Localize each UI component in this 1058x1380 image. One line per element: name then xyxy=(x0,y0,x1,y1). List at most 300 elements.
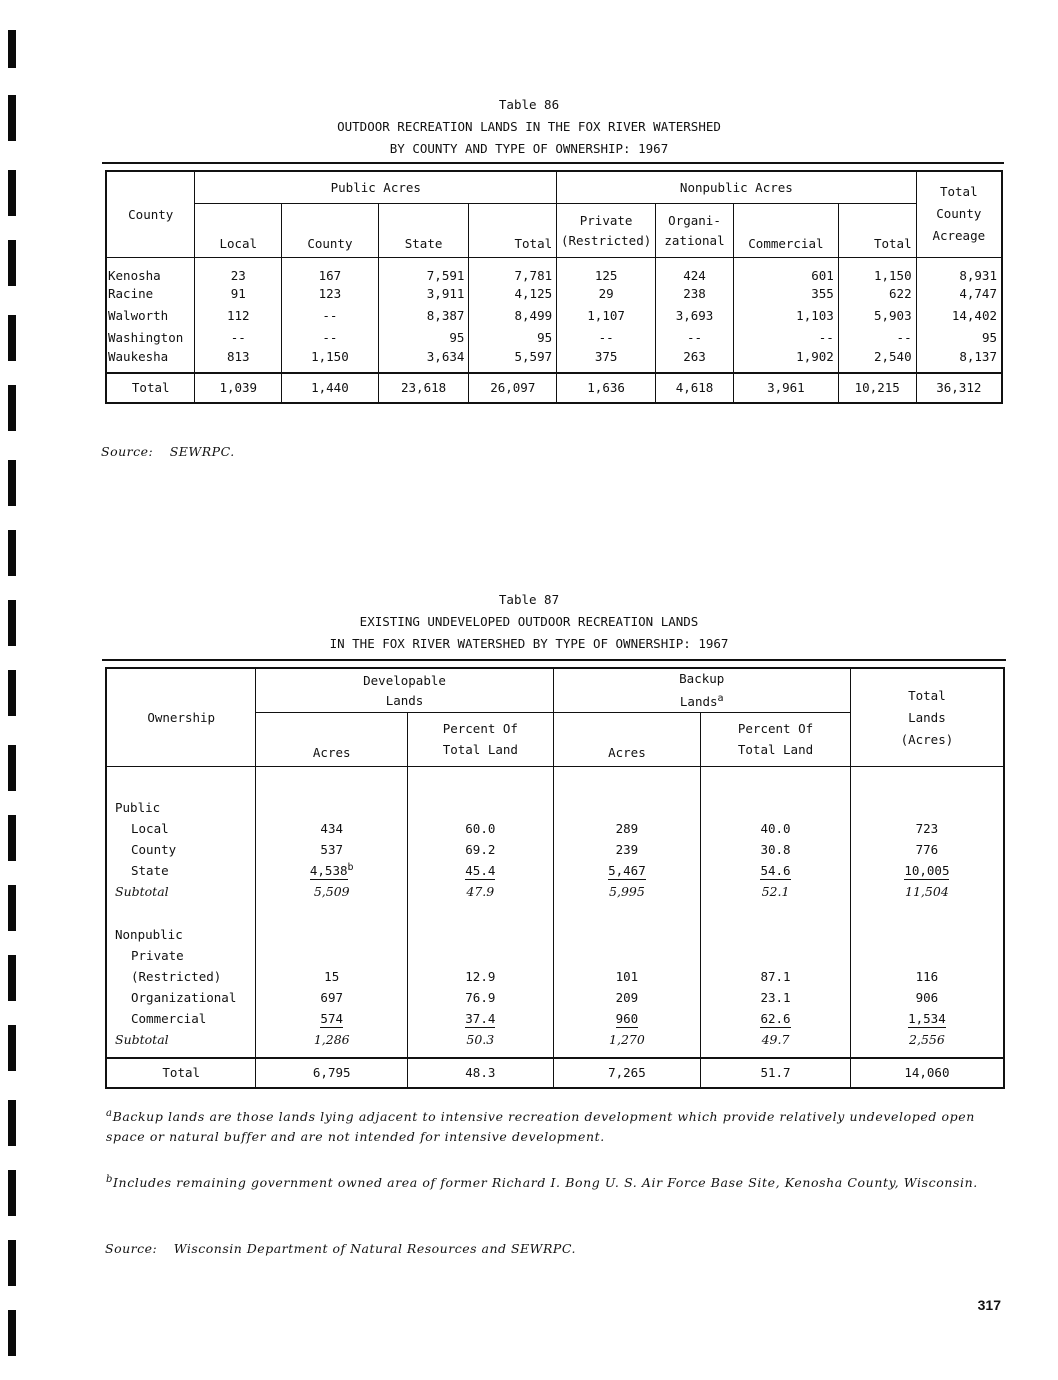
t86-row-label: Racine xyxy=(106,283,195,305)
t86-total-cell: 4,618 xyxy=(656,373,734,403)
t87-row-label xyxy=(106,860,256,881)
t87-spacer-row xyxy=(106,902,1004,924)
t86-total-cell: 10,215 xyxy=(838,373,916,403)
t87-cell-value: 50.3 xyxy=(466,1031,495,1047)
t87-spacer-cell xyxy=(256,1050,408,1058)
t87-empty-cell xyxy=(553,797,701,818)
t86-cell: 3,911 xyxy=(378,283,469,305)
t87-header-ownership: Ownership xyxy=(106,668,256,767)
t87-cell-value: 54.6 xyxy=(760,862,791,878)
t87-header-total-lands xyxy=(850,668,1004,767)
t86-row-label: Waukesha xyxy=(106,349,195,373)
t87-cell-value: 697 xyxy=(320,989,343,1005)
table87-source xyxy=(105,1241,576,1256)
t87-state-note: b xyxy=(347,862,354,874)
t87-empty-cell xyxy=(256,797,408,818)
t86-body xyxy=(106,257,1002,403)
t87-empty-cell xyxy=(408,797,554,818)
t86-cell: 263 xyxy=(656,349,734,373)
t87-header-developable xyxy=(256,668,553,713)
t87-cell-value: 4,538 xyxy=(309,863,348,879)
t87-cell xyxy=(553,881,701,902)
t86-cell: 2,540 xyxy=(838,349,916,373)
binding-mark xyxy=(8,670,16,716)
binding-mark xyxy=(8,385,16,431)
t87-row-label-text: Subtotal xyxy=(115,883,169,899)
t87-cell xyxy=(408,966,554,987)
t87-cell-value: 52.1 xyxy=(761,883,790,899)
t86-cell: -- xyxy=(195,327,282,349)
t86-cell: 8,931 xyxy=(916,257,1002,283)
t86-cell: 8,499 xyxy=(469,305,557,327)
t86-cell: 8,137 xyxy=(916,349,1002,373)
t86-header-total-public: Total xyxy=(469,203,557,257)
footnote-b-text: Includes remaining government owned area of former Richard I. Bong U. S. Air Force Base Site, Kenosha County, Wisconsin. xyxy=(113,1175,978,1191)
t87-cell-value: 62.6 xyxy=(760,1010,791,1026)
t87-header-dev-pct-1: Percent Of xyxy=(442,721,518,737)
t86-row-label: Kenosha xyxy=(106,257,195,283)
t87-cell-value: 209 xyxy=(615,989,639,1005)
t87-cell xyxy=(850,839,1004,860)
t87-header-bk-pct-2: Total Land xyxy=(737,742,814,758)
table86-title-line1: OUTDOOR RECREATION LANDS IN THE FOX RIVER WATERSHED xyxy=(337,119,721,134)
t87-cell-value: 5,509 xyxy=(313,883,350,899)
t87-public-label: Public xyxy=(106,797,256,818)
t86-header-local: Local xyxy=(195,203,282,257)
page-number: 317 xyxy=(977,1297,1001,1313)
table-row xyxy=(106,1008,1004,1029)
t87-cell xyxy=(408,881,554,902)
t86-header-tca-1: Total xyxy=(939,184,978,200)
t87-cell xyxy=(408,1029,554,1050)
t87-row-label-text: Local xyxy=(131,820,169,836)
t87-cell-value: 434 xyxy=(320,820,343,836)
t87-cell xyxy=(408,1008,554,1029)
t87-header-dev-acres: Acres xyxy=(256,713,408,767)
t86-header-county: County xyxy=(106,171,195,257)
t87-cell xyxy=(408,860,554,881)
binding-mark xyxy=(8,1170,16,1216)
binding-mark xyxy=(8,1100,16,1146)
t87-header-bk-pct-1: Percent Of xyxy=(737,721,814,737)
t86-header-private-1: Private xyxy=(579,212,633,228)
t87-empty-cell xyxy=(850,797,1004,818)
t87-empty-cell xyxy=(408,924,554,945)
t87-cell-value: 23.1 xyxy=(760,989,791,1005)
t86-total-row xyxy=(106,373,1002,403)
t87-row-label-text: State xyxy=(131,862,169,878)
t87-cell xyxy=(701,860,851,881)
t86-cell: 1,103 xyxy=(733,305,838,327)
table86-source xyxy=(101,444,235,459)
t87-private-label: Private xyxy=(106,945,256,966)
t86-header-np-total: Total xyxy=(838,203,916,257)
table-row xyxy=(106,945,1004,966)
t87-cell xyxy=(850,966,1004,987)
t87-empty-cell xyxy=(256,924,408,945)
t87-cell-value: 15 xyxy=(324,968,340,984)
t86-total-cell: 1,440 xyxy=(282,373,379,403)
t87-total-cell: 14,060 xyxy=(850,1058,1004,1088)
t87-nonpublic-label: Nonpublic xyxy=(106,924,256,945)
t87-empty-cell xyxy=(701,797,851,818)
t86-cell: 355 xyxy=(733,283,838,305)
table86-title-line2: BY COUNTY AND TYPE OF OWNERSHIP: 1967 xyxy=(389,141,669,156)
t87-cell-value: 76.9 xyxy=(465,989,496,1005)
t87-cell-value: 30.8 xyxy=(760,841,791,857)
t87-cell xyxy=(701,1029,851,1050)
t87-cell-value: 116 xyxy=(915,968,939,984)
t87-spacer-cell xyxy=(256,767,408,797)
t86-cell: 8,387 xyxy=(378,305,469,327)
table-row xyxy=(106,839,1004,860)
t87-body xyxy=(106,767,1004,1088)
t86-header-organizational xyxy=(656,203,734,257)
t87-header-backup-1: Backup xyxy=(679,671,725,686)
t87-empty-cell xyxy=(701,945,851,966)
table-row xyxy=(106,860,1004,881)
t86-cell: 238 xyxy=(656,283,734,305)
t87-header-backup-note: a xyxy=(717,693,724,704)
t86-header-org-2: zational xyxy=(664,232,725,248)
t86-cell: 1,107 xyxy=(557,305,656,327)
t86-cell: -- xyxy=(557,327,656,349)
t87-row-label xyxy=(106,839,256,860)
t87-total-row xyxy=(106,1058,1004,1088)
t87-cell xyxy=(553,860,701,881)
t87-cell-value: 2,556 xyxy=(909,1031,945,1047)
t87-spacer-cell xyxy=(701,767,851,797)
t86-cell: 375 xyxy=(557,349,656,373)
binding-mark xyxy=(8,815,16,861)
t86-total-cell: 1,039 xyxy=(195,373,282,403)
t86-total-cell: 3,961 xyxy=(733,373,838,403)
t87-cell xyxy=(850,860,1004,881)
t87-header-backup-percent xyxy=(701,713,851,767)
footnote-b-mark: b xyxy=(106,1174,114,1185)
t86-header-private-2: (Restricted) xyxy=(560,232,652,248)
t86-cell: 5,903 xyxy=(838,305,916,327)
t86-cell: -- xyxy=(733,327,838,349)
t87-row-label-text: County xyxy=(131,841,177,857)
t87-cell xyxy=(256,987,408,1008)
t87-cell xyxy=(553,818,701,839)
t86-header-nonpublic-acres: Nonpublic Acres xyxy=(557,171,916,203)
binding-mark xyxy=(8,240,16,286)
t87-cell xyxy=(553,987,701,1008)
t87-row-label xyxy=(106,987,256,1008)
t86-total-cell: 1,636 xyxy=(557,373,656,403)
t87-spacer-cell xyxy=(256,902,408,924)
t87-cell-value: 906 xyxy=(915,989,939,1005)
t86-header-org-1: Organi- xyxy=(668,212,721,228)
t87-cell-value: 537 xyxy=(320,841,343,857)
t87-spacer-cell xyxy=(408,767,554,797)
footnote-a xyxy=(106,1104,1006,1147)
t86-header-private xyxy=(557,203,656,257)
binding-mark xyxy=(8,460,16,506)
t87-row-label xyxy=(106,966,256,987)
t86-cell: 95 xyxy=(469,327,557,349)
t87-spacer-cell xyxy=(850,767,1004,797)
t87-empty-cell xyxy=(553,924,701,945)
table87 xyxy=(105,667,1005,1089)
t87-cell-value: 1,286 xyxy=(313,1031,350,1047)
t87-cell xyxy=(256,818,408,839)
t86-cell: 1,150 xyxy=(282,349,379,373)
t86-cell: 29 xyxy=(557,283,656,305)
table87-title-line1: EXISTING UNDEVELOPED OUTDOOR RECREATION LANDS xyxy=(359,614,699,629)
t87-empty-cell xyxy=(850,924,1004,945)
table86-source-text: SEWRPC. xyxy=(169,444,235,459)
t86-cell: 813 xyxy=(195,349,282,373)
t87-spacer-row xyxy=(106,767,1004,797)
table-row xyxy=(106,283,1002,305)
t87-spacer-cell xyxy=(553,767,701,797)
t87-spacer-cell xyxy=(850,1050,1004,1058)
t87-cell xyxy=(408,987,554,1008)
t87-cell xyxy=(553,839,701,860)
table87-source-label: Source: xyxy=(105,1241,158,1256)
t87-spacer-cell xyxy=(850,902,1004,924)
t87-empty-cell xyxy=(701,924,851,945)
t87-cell-value: 5,467 xyxy=(608,862,646,878)
t87-total-cell: 7,265 xyxy=(553,1058,701,1088)
t86-total-cell: 23,618 xyxy=(378,373,469,403)
footnote-a-text: Backup lands are those lands lying adjacent to intensive recreation development which provide relatively undeveloped open space or natural buffer and are not intended for intensive development. xyxy=(106,1109,975,1145)
t86-cell: 4,125 xyxy=(469,283,557,305)
t86-cell: 123 xyxy=(282,283,379,305)
t86-cell: 125 xyxy=(557,257,656,283)
t87-cell xyxy=(553,1008,701,1029)
t87-cell xyxy=(408,818,554,839)
t87-cell-value: 40.0 xyxy=(760,820,791,836)
t87-header-backup-2: Lands xyxy=(679,694,718,710)
t87-cell-value: 723 xyxy=(915,820,939,836)
table-row xyxy=(106,327,1002,349)
t87-row-label-text: Subtotal xyxy=(115,1031,169,1047)
t87-cell-value: 1,534 xyxy=(908,1010,946,1026)
t86-header-state: State xyxy=(378,203,469,257)
table86-source-label: Source: xyxy=(101,444,154,459)
t87-cell-value: 37.4 xyxy=(465,1010,496,1026)
t87-spacer-cell xyxy=(106,767,256,797)
t86-header-public-acres: Public Acres xyxy=(195,171,557,203)
t87-cell-value: 1,270 xyxy=(609,1031,645,1047)
t87-cell-value: 101 xyxy=(615,968,639,984)
binding-mark xyxy=(8,745,16,791)
t87-cell-value: 69.2 xyxy=(465,841,496,857)
t87-cell xyxy=(850,987,1004,1008)
t87-cell-value: 47.9 xyxy=(466,883,495,899)
t87-cell xyxy=(701,818,851,839)
t87-header-dev-pct-2: Total Land xyxy=(442,742,518,758)
t87-cell-value: 289 xyxy=(615,820,639,836)
table-row xyxy=(106,987,1004,1008)
t87-cell-value: 49.7 xyxy=(761,1031,790,1047)
t87-header-dev-2: Lands xyxy=(385,692,424,708)
t86-row-label: Walworth xyxy=(106,305,195,327)
t87-cell-value: 5,995 xyxy=(609,883,645,899)
t87-spacer-cell xyxy=(408,1050,554,1058)
t86-cell: 601 xyxy=(733,257,838,283)
t87-cell-value: 239 xyxy=(615,841,639,857)
table86-top-rule xyxy=(102,162,1004,164)
t87-row-label-text: Commercial xyxy=(131,1010,207,1026)
t87-cell xyxy=(701,839,851,860)
table87-title-line2: IN THE FOX RIVER WATERSHED BY TYPE OF OWNERSHIP: 1967 xyxy=(329,636,729,651)
t86-total-cell: 26,097 xyxy=(469,373,557,403)
t86-cell: 3,634 xyxy=(378,349,469,373)
t87-row-label xyxy=(106,1008,256,1029)
t87-total-cell: 6,795 xyxy=(256,1058,408,1088)
table-row xyxy=(106,305,1002,327)
t87-cell xyxy=(850,1008,1004,1029)
t87-empty-cell xyxy=(553,945,701,966)
t87-header-tl-3: (Acres) xyxy=(900,731,954,747)
t87-total-label: Total xyxy=(106,1058,256,1088)
t87-spacer-cell xyxy=(553,1050,701,1058)
table86 xyxy=(105,170,1003,404)
t87-cell xyxy=(256,881,408,902)
table-row xyxy=(106,966,1004,987)
t86-header-tca-2: County xyxy=(936,206,982,222)
t87-spacer-cell xyxy=(408,902,554,924)
t87-cell xyxy=(850,881,1004,902)
t87-empty-cell xyxy=(256,945,408,966)
t87-cell-value: 960 xyxy=(615,1010,639,1026)
t86-total-cell: 36,312 xyxy=(916,373,1002,403)
binding-mark xyxy=(8,885,16,931)
table-row xyxy=(106,881,1004,902)
t87-row-label xyxy=(106,818,256,839)
t87-cell xyxy=(256,1029,408,1050)
table-row xyxy=(106,818,1004,839)
t86-cell: 112 xyxy=(195,305,282,327)
t86-header-county-col: County xyxy=(282,203,379,257)
t87-spacer-cell xyxy=(106,902,256,924)
t86-cell: -- xyxy=(838,327,916,349)
t87-cell xyxy=(408,839,554,860)
table86-number: Table 86 xyxy=(498,97,560,112)
t87-total-cell: 48.3 xyxy=(408,1058,554,1088)
t87-row-label-text: Organizational xyxy=(131,989,237,1005)
table-row xyxy=(106,924,1004,945)
t87-cell xyxy=(850,818,1004,839)
t87-spacer-cell xyxy=(701,902,851,924)
t86-cell: -- xyxy=(282,305,379,327)
t86-total-label: Total xyxy=(106,373,195,403)
table87-source-text: Wisconsin Department of Natural Resources and SEWRPC. xyxy=(173,1241,576,1256)
table87-top-rule xyxy=(102,659,1006,661)
t86-cell: 5,597 xyxy=(469,349,557,373)
t86-cell: 622 xyxy=(838,283,916,305)
t87-cell xyxy=(256,1008,408,1029)
t87-header-tl-2: Lands xyxy=(908,709,946,725)
footnote-b xyxy=(106,1170,1006,1193)
binding-mark xyxy=(8,955,16,1001)
t86-header-tca-3: Acreage xyxy=(932,228,986,244)
t87-header-tl-1: Total xyxy=(908,687,946,703)
t87-cell xyxy=(256,839,408,860)
binding-mark xyxy=(8,1025,16,1071)
t87-cell xyxy=(553,966,701,987)
footnote-a-mark: a xyxy=(106,1108,113,1119)
table-row xyxy=(106,257,1002,283)
t86-cell: 1,150 xyxy=(838,257,916,283)
t86-cell: 95 xyxy=(378,327,469,349)
t86-cell: 424 xyxy=(656,257,734,283)
t86-cell: 1,902 xyxy=(733,349,838,373)
t87-cell-value: 60.0 xyxy=(465,820,496,836)
t87-cell-value: 11,504 xyxy=(905,883,949,899)
t86-cell: -- xyxy=(282,327,379,349)
t87-row-label xyxy=(106,881,256,902)
t87-cell xyxy=(850,1029,1004,1050)
t86-cell: 14,402 xyxy=(916,305,1002,327)
t87-spacer-cell xyxy=(106,1050,256,1058)
t87-cell-value: 776 xyxy=(915,841,939,857)
t87-cell xyxy=(553,1029,701,1050)
t87-header-backup-acres: Acres xyxy=(553,713,701,767)
t87-cell-value: 574 xyxy=(320,1010,343,1026)
t87-cell xyxy=(701,881,851,902)
t86-cell: 167 xyxy=(282,257,379,283)
table-row xyxy=(106,349,1002,373)
t87-cell-value: 87.1 xyxy=(760,968,791,984)
t86-row-label: Washington xyxy=(106,327,195,349)
t86-cell: 7,781 xyxy=(469,257,557,283)
binding-mark xyxy=(8,1310,16,1356)
table-row xyxy=(106,797,1004,818)
t87-spacer-row xyxy=(106,1050,1004,1058)
t87-empty-cell xyxy=(408,945,554,966)
t87-cell xyxy=(701,966,851,987)
t87-spacer-cell xyxy=(701,1050,851,1058)
t87-cell-value: 12.9 xyxy=(465,968,496,984)
binding-mark xyxy=(8,530,16,576)
t86-cell: 7,591 xyxy=(378,257,469,283)
t87-cell xyxy=(701,1008,851,1029)
table-row xyxy=(106,1029,1004,1050)
t87-cell xyxy=(256,966,408,987)
t86-cell: 3,693 xyxy=(656,305,734,327)
t86-header-commercial: Commercial xyxy=(733,203,838,257)
t87-total-cell: 51.7 xyxy=(701,1058,851,1088)
t87-header-dev-percent xyxy=(408,713,554,767)
t87-cell-value: 10,005 xyxy=(904,862,950,878)
t87-cell xyxy=(256,860,408,881)
binding-mark xyxy=(8,170,16,216)
t87-spacer-cell xyxy=(553,902,701,924)
t87-header-dev-1: Developable xyxy=(363,672,446,688)
t86-cell: 23 xyxy=(195,257,282,283)
t86-cell: 4,747 xyxy=(916,283,1002,305)
t86-cell: 91 xyxy=(195,283,282,305)
t86-cell: -- xyxy=(656,327,734,349)
table87-number: Table 87 xyxy=(498,592,560,607)
t87-row-label xyxy=(106,1029,256,1050)
t87-cell-value: 45.4 xyxy=(465,862,496,878)
binding-mark xyxy=(8,315,16,361)
t87-cell xyxy=(701,987,851,1008)
t87-empty-cell xyxy=(850,945,1004,966)
binding-mark xyxy=(8,30,16,68)
binding-mark xyxy=(8,1240,16,1286)
t86-header-total-county-acreage xyxy=(916,171,1002,257)
t87-row-label-text: (Restricted) xyxy=(131,968,222,984)
t87-header-backup xyxy=(553,668,850,713)
